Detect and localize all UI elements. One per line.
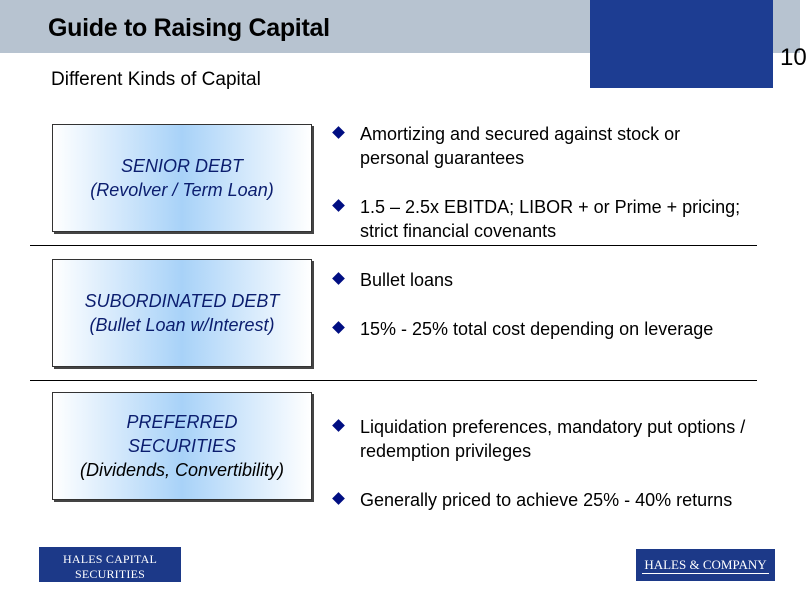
diamond-bullet-icon [332, 492, 345, 505]
box-label: SECURITIES [127, 436, 236, 456]
list-item [332, 122, 752, 170]
hales-capital-securities-logo [39, 547, 181, 592]
bullet-text: Amortizing and secured against stock or personal guarantees [360, 124, 681, 168]
logo-tagline: MEMBER FINRA/SIPC [49, 584, 171, 592]
subordinated-debt-box [52, 259, 312, 367]
diamond-bullet-icon [332, 272, 345, 285]
diamond-bullet-icon [332, 419, 345, 432]
list-item [332, 415, 752, 463]
hales-company-logo [636, 549, 775, 581]
senior-debt-bullets [332, 122, 752, 268]
section-divider [30, 380, 757, 381]
box-label: SUBORDINATED DEBT [84, 291, 280, 311]
box-label: SENIOR DEBT [120, 156, 244, 176]
subordinated-debt-bullets [332, 268, 772, 366]
list-item [332, 195, 752, 243]
box-sublabel: (Dividends, Convertibility) [79, 460, 285, 480]
section-divider [30, 245, 757, 246]
page-number: 10 [780, 44, 807, 71]
bullet-text: Liquidation preferences, mandatory put options / redemption privileges [360, 417, 746, 461]
list-item [332, 268, 772, 292]
diamond-bullet-icon [332, 199, 345, 212]
page-title: Guide to Raising Capital [48, 14, 330, 42]
bullet-text: 15% - 25% total cost depending on leverage [360, 319, 714, 339]
bullet-text: 1.5 – 2.5x EBITDA; LIBOR + or Prime + pricing; strict financial covenants [360, 197, 741, 241]
logo-text: HALES & COMPANY [644, 556, 767, 572]
logo-title: HALES CAPITAL SECURITIES [63, 552, 157, 581]
senior-debt-box [52, 124, 312, 232]
list-item [332, 317, 772, 341]
section-subtitle: Different Kinds of Capital [51, 69, 261, 90]
box-sublabel: (Bullet Loan w/Interest) [89, 315, 275, 335]
bullet-text: Bullet loans [360, 270, 454, 290]
box-label: PREFERRED [126, 412, 238, 432]
box-sublabel: (Revolver / Term Loan) [90, 180, 274, 200]
preferred-securities-box [52, 392, 312, 500]
header-accent-block [590, 0, 773, 88]
bullet-text: Generally priced to achieve 25% - 40% returns [360, 490, 733, 510]
diamond-bullet-icon [332, 321, 345, 334]
list-item [332, 488, 752, 512]
preferred-securities-bullets [332, 415, 752, 537]
diamond-bullet-icon [332, 126, 345, 139]
